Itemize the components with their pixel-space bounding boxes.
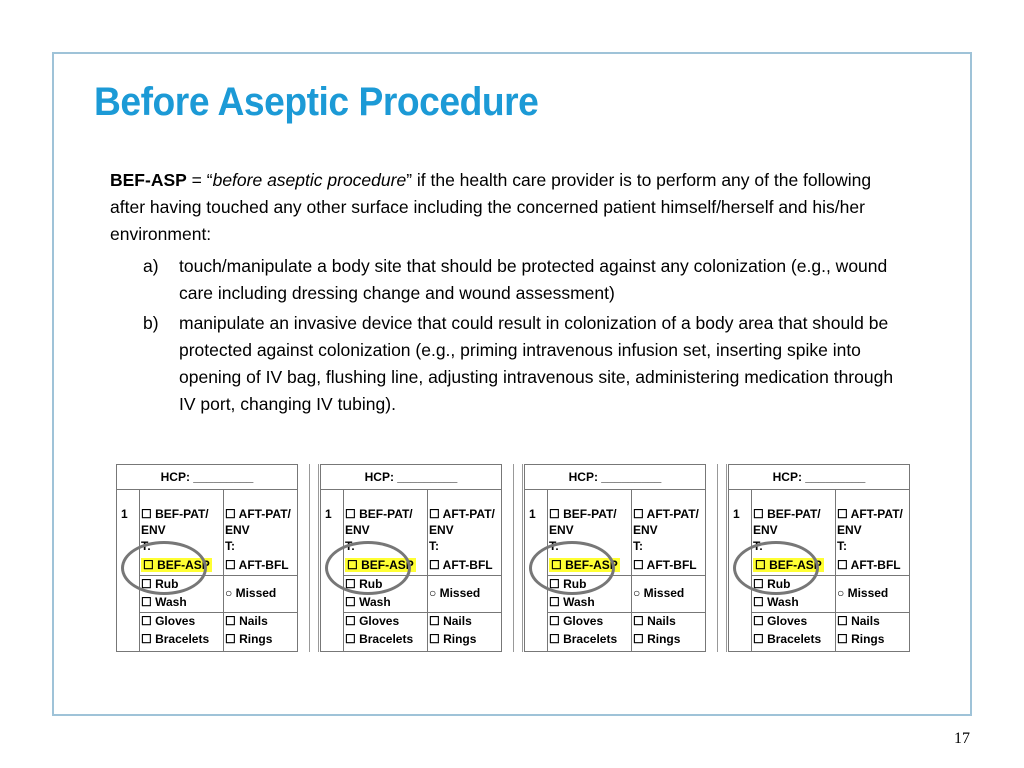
bef-pat-checkbox[interactable]: ☐ BEF-PAT/ [345, 507, 413, 521]
rub-checkbox[interactable]: ☐ Rub [549, 577, 587, 591]
form-separator [513, 464, 523, 652]
t-label: T: [753, 539, 763, 553]
nails-checkbox[interactable]: ☐ Nails [429, 614, 472, 628]
observation-form-strip [116, 464, 918, 654]
missed-radio[interactable]: ○ Missed [837, 586, 889, 600]
aft-pat-checkbox[interactable]: ☐ AFT-PAT/ [225, 507, 291, 521]
aft-pat-checkbox[interactable]: ☐ AFT-PAT/ [837, 507, 903, 521]
bef-asp-checkbox[interactable]: ☐ BEF-ASP [755, 558, 822, 572]
bracelets-checkbox[interactable]: ☐ Bracelets [141, 632, 210, 646]
highlight-circle [121, 541, 207, 595]
list-item [110, 253, 920, 307]
definition-paragraph [110, 167, 910, 248]
env-label: ENV [837, 523, 862, 537]
missed-radio[interactable]: ○ Missed [633, 586, 685, 600]
highlight-circle [529, 541, 615, 595]
list-marker: a) [143, 256, 159, 276]
aft-bfl-checkbox[interactable]: ☐ AFT-BFL [225, 558, 289, 572]
aft-bfl-checkbox[interactable]: ☐ AFT-BFL [633, 558, 697, 572]
rings-checkbox[interactable]: ☐ Rings [429, 632, 477, 646]
env-label: ENV [345, 523, 370, 537]
wash-checkbox[interactable]: ☐ Wash [345, 595, 391, 609]
equals-text: = “ [186, 170, 213, 190]
list-marker: b) [143, 313, 159, 333]
slide-title: Before Aseptic Procedure [94, 80, 539, 124]
list-item [110, 310, 920, 418]
wash-checkbox[interactable]: ☐ Wash [141, 595, 187, 609]
missed-radio[interactable]: ○ Missed [225, 586, 277, 600]
aft-pat-checkbox[interactable]: ☐ AFT-PAT/ [429, 507, 495, 521]
t-label: T: [141, 539, 151, 553]
bef-asp-checkbox[interactable]: ☐ BEF-ASP [551, 558, 618, 572]
rings-checkbox[interactable]: ☐ Rings [837, 632, 885, 646]
rings-checkbox[interactable]: ☐ Rings [225, 632, 273, 646]
nails-checkbox[interactable]: ☐ Nails [837, 614, 880, 628]
form-separator [717, 464, 727, 652]
page-number: 17 [954, 730, 970, 747]
env-label: ENV [141, 523, 166, 537]
definition-italic: before aseptic procedure [212, 170, 407, 190]
opportunity-number: 1 [733, 507, 740, 521]
bracelets-checkbox[interactable]: ☐ Bracelets [345, 632, 414, 646]
highlight-circle [325, 541, 411, 595]
opportunity-number: 1 [121, 507, 128, 521]
env-label: ENV [429, 523, 454, 537]
gloves-checkbox[interactable]: ☐ Gloves [753, 614, 808, 628]
opportunity-number: 1 [529, 507, 536, 521]
gloves-checkbox[interactable]: ☐ Gloves [345, 614, 400, 628]
nails-checkbox[interactable]: ☐ Nails [633, 614, 676, 628]
t-label: T: [225, 539, 235, 553]
opportunity-number: 1 [325, 507, 332, 521]
bef-asp-checkbox[interactable]: ☐ BEF-ASP [143, 558, 210, 572]
highlight-circle [733, 541, 819, 595]
rub-checkbox[interactable]: ☐ Rub [753, 577, 791, 591]
bef-asp-checkbox[interactable]: ☐ BEF-ASP [347, 558, 414, 572]
t-label: T: [345, 539, 355, 553]
observation-form [320, 464, 502, 652]
column-divider [835, 489, 836, 651]
bracelets-checkbox[interactable]: ☐ Bracelets [753, 632, 822, 646]
condition-list [110, 253, 920, 421]
gloves-checkbox[interactable]: ☐ Gloves [141, 614, 196, 628]
t-label: T: [837, 539, 847, 553]
bracelets-checkbox[interactable]: ☐ Bracelets [549, 632, 618, 646]
gloves-checkbox[interactable]: ☐ Gloves [549, 614, 604, 628]
list-text: manipulate an invasive device that could result in colonization of a body area that should be protected against colonization (e.g., priming intravenous infusion set, inserting spike into opening of IV bag, flushing line, adjusting intravenous site, administering medication through IV port, changing IV tubing). [179, 313, 894, 414]
rub-checkbox[interactable]: ☐ Rub [141, 577, 179, 591]
form-separator [309, 464, 319, 652]
observation-form [524, 464, 706, 652]
t-label: T: [429, 539, 439, 553]
hcp-header: HCP: _________ [321, 465, 501, 490]
abbreviation: BEF-ASP [110, 170, 187, 190]
column-divider [631, 489, 632, 651]
wash-checkbox[interactable]: ☐ Wash [753, 595, 799, 609]
definition-rest: ” if the health care provider is to perform any of the following after having touched any other surface including the concerned patient himself/herself and his/her environment: [110, 170, 872, 244]
env-label: ENV [549, 523, 574, 537]
hcp-header: HCP: _________ [525, 465, 705, 490]
column-divider [427, 489, 428, 651]
rub-checkbox[interactable]: ☐ Rub [345, 577, 383, 591]
aft-pat-checkbox[interactable]: ☐ AFT-PAT/ [633, 507, 699, 521]
hcp-header: HCP: _________ [729, 465, 909, 490]
t-label: T: [549, 539, 559, 553]
list-text: touch/manipulate a body site that should be protected against any colonization (e.g., wound care including dressing change and wound assessment) [179, 256, 888, 303]
hcp-header: HCP: _________ [117, 465, 297, 490]
bef-pat-checkbox[interactable]: ☐ BEF-PAT/ [549, 507, 617, 521]
column-divider [223, 489, 224, 651]
t-label: T: [633, 539, 643, 553]
aft-bfl-checkbox[interactable]: ☐ AFT-BFL [837, 558, 901, 572]
rings-checkbox[interactable]: ☐ Rings [633, 632, 681, 646]
env-label: ENV [225, 523, 250, 537]
observation-form [728, 464, 910, 652]
env-label: ENV [633, 523, 658, 537]
env-label: ENV [753, 523, 778, 537]
bef-pat-checkbox[interactable]: ☐ BEF-PAT/ [753, 507, 821, 521]
nails-checkbox[interactable]: ☐ Nails [225, 614, 268, 628]
wash-checkbox[interactable]: ☐ Wash [549, 595, 595, 609]
missed-radio[interactable]: ○ Missed [429, 586, 481, 600]
bef-pat-checkbox[interactable]: ☐ BEF-PAT/ [141, 507, 209, 521]
observation-form [116, 464, 298, 652]
aft-bfl-checkbox[interactable]: ☐ AFT-BFL [429, 558, 493, 572]
